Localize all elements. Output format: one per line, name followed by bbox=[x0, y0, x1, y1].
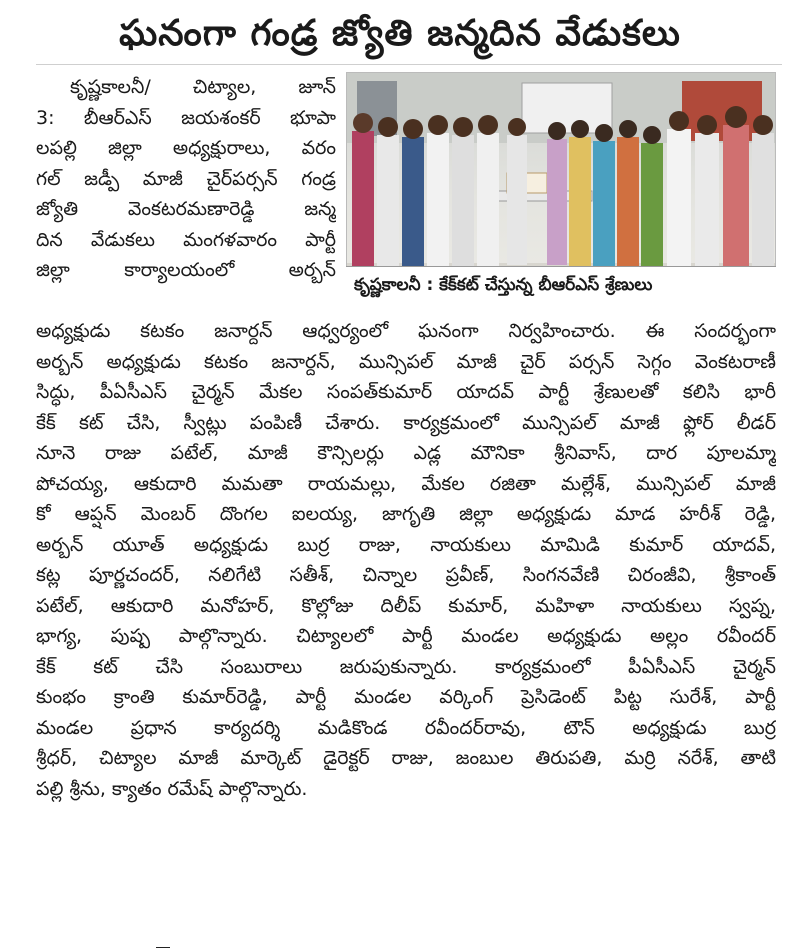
next-article-cutoff bbox=[36, 938, 776, 948]
photo-caption: కృష్ణకాలనీ : కేక్‌కట్ చేస్తున్న బీఆర్ఎస్ శ్రేణులు bbox=[346, 266, 776, 302]
article-line: జిల్లా కార్యాలయంలో అర్బన్ bbox=[36, 259, 336, 281]
article-line: నూనె రాజు పటేల్, మాజీ కౌన్సిలర్లు ఎడ్ల మౌనికా శ్రీనివాస్, దార పూలమ్మా bbox=[36, 442, 776, 464]
article-line: 3: బీఆర్ఎస్ జయశంకర్ భూపా bbox=[36, 106, 336, 129]
article-line: అధ్యక్షుడు కటకం జనార్దన్ ఆధ్వర్యంలో ఘనంగా నిర్వహించారు. ఈ సందర్భంగా bbox=[36, 320, 776, 342]
article-line: లపల్లి జిల్లా అధ్యక్షురాలు, వరం bbox=[36, 137, 336, 159]
article-line: శ్రీధర్, చిట్యాల మాజీ మార్కెట్ డైరెక్టర్ రాజు, జంబుల తిరుపతి, మర్రి నరేశ్, తాటి bbox=[36, 747, 776, 769]
article-line: పటేల్, ఆకుదారి మనోహర్, కొల్లోజు దిలీప్ కుమార్, మహిళా నాయకులు స్వప్న, bbox=[36, 594, 776, 617]
article-narrow-column bbox=[36, 72, 776, 286]
article-line: భాగ్య, పుష్ప పాల్గొన్నారు. చిట్యాలలో పార్టీ మండల అధ్యక్షుడు అల్లం రవీందర్ bbox=[36, 625, 776, 647]
headline: ఘనంగా గండ్ర జ్యోతి జన్మదిన వేడుకలు bbox=[119, 13, 681, 54]
headline-divider bbox=[36, 64, 782, 65]
article-line: కేక్ కట్ చేసి, స్వీట్లు పంపిణీ చేశారు. కార్యక్రమంలో మున్సిపల్ మాజీ ఫ్లోర్ లీడర్ bbox=[36, 411, 776, 434]
article-line: సిద్ధు, పీఏసీఎస్ చైర్మన్ మేకల సంపత్‌కుమార్ యాదవ్ పార్టీ శ్రేణులతో కలిసి భారీ bbox=[36, 381, 776, 403]
article-line: పోచయ్య, ఆకుదారి మమతా రాయమల్లు, మేకల రజితా మల్లేశ్, మున్సిపల్ మాజీ bbox=[36, 472, 776, 495]
article-line: కుంభం క్రాంతి కుమార్‌రెడ్డి, పార్టీ మండల వర్కింగ్ ప్రెసిడెంట్ పిట్ట సురేశ్, పార్టీ bbox=[36, 686, 776, 708]
article-line: అర్బన్ యూత్ అధ్యక్షుడు బుర్ర రాజు, నాయకులు మామిడి కుమార్ యాదవ్, bbox=[36, 533, 776, 556]
article-line: జ్యోతి వెంకటరమణారెడ్డి జన్మ bbox=[36, 198, 336, 220]
article-line: అర్బన్ అధ్యక్షుడు కటకం జనార్దన్, మున్సిపల్ మాజీ చైర్ పర్సన్ సెగ్గం వెంకటరాణీ bbox=[36, 350, 776, 373]
article-line: దిన వేడుకలు మంగళవారం పార్టీ bbox=[36, 228, 336, 251]
article-line: మండల ప్రధాన కార్యదర్శి మడికొండ రవీందర్‌రావు, టౌన్ అధ్యక్షుడు బుర్ర bbox=[36, 716, 776, 739]
article-line: కట్ల పూర్ణచందర్, నలిగేటి సతీశ్, చిన్నాల ప్రవీణ్, సింగనవేణి చిరంజీవి, శ్రీకాంత్ bbox=[36, 564, 776, 586]
article-line: గల్ జడ్పీ మాజీ చైర్‌పర్సన్ గండ్ర bbox=[36, 167, 336, 190]
article-line: కేక్ కట్ చేసి సంబురాలు జరుపుకున్నారు. కార్యక్రమంలో పీఏసీఎస్ చైర్మన్ bbox=[36, 655, 776, 678]
article-wide-column bbox=[36, 316, 776, 804]
article-line: పల్లి శ్రీను, క్యాతం రమేష్ పాల్గొన్నారు. bbox=[36, 777, 308, 800]
article-line: కో ఆప్షన్ మెంబర్ దొంగల ఐలయ్య, జాగృతి జిల్లా అధ్యక్షుడు మాడ హరీశ్ రెడ్డి, bbox=[36, 503, 776, 525]
article-line: కృష్ణకాలనీ/ చిట్యాల, జూన్ bbox=[70, 76, 336, 98]
cutoff-glyphs bbox=[36, 943, 776, 948]
